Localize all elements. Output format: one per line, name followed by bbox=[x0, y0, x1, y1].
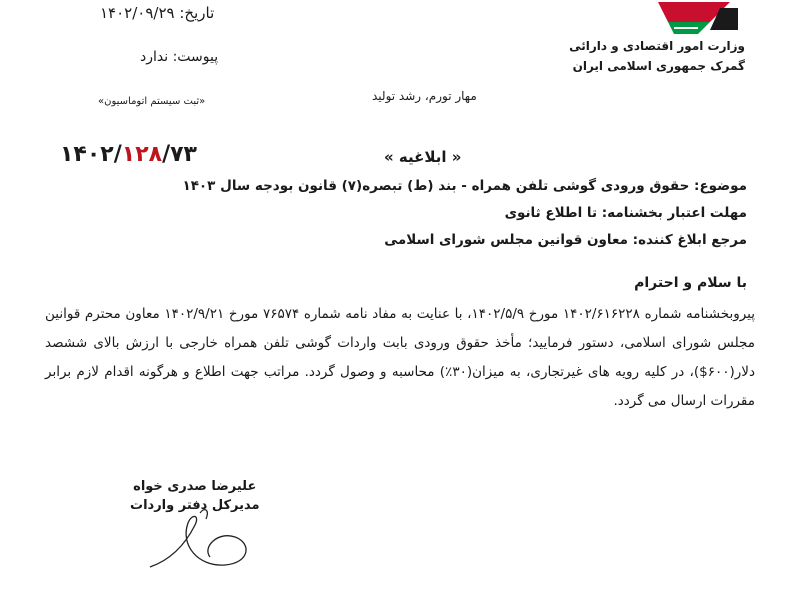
automation-stamp-note: «ثبت سیستم اتوماسیون» bbox=[98, 96, 206, 107]
signer-name: علیرضا صدری خواه bbox=[133, 479, 257, 494]
date-value: ۱۴۰۲/۰۹/۲۹ bbox=[100, 4, 175, 22]
organization-header bbox=[569, 36, 745, 76]
org-line-ministry: وزارت امور اقتصادی و دارائی bbox=[569, 39, 745, 53]
date-label: تاریخ: bbox=[179, 4, 215, 22]
validity-line: مهلت اعتبار بخشنامه: تا اطلاع ثانوی bbox=[504, 205, 747, 221]
slogan-text: مهار تورم، رشد تولید bbox=[372, 89, 477, 103]
letter-number-year: ۱۴۰۲ bbox=[60, 142, 114, 167]
authority-line: مرجع ابلاغ کننده: معاون قوانین مجلس شورای اسلامی bbox=[384, 232, 747, 248]
letter-number-serial: ۷۳ bbox=[170, 142, 197, 167]
document-type-title: « ابلاغیه » bbox=[384, 148, 462, 166]
letter-number: ۱۴۰۲/۱۲۸/۷۳ bbox=[60, 142, 197, 167]
greeting: با سلام و احترام bbox=[634, 275, 747, 291]
customs-logo-icon bbox=[650, 0, 742, 40]
letter-body: پیروبخشنامه شماره ۱۴۰۲/۶۱۶۲۲۸ مورخ ۱۴۰۲/۵/۹، با عنایت به مفاد نامه شماره ۷۶۵۷۴ مورخ ۱۴۰۲/۹/۲۱ معاون محترم قوانین مجلس شورای اسلامی، دستور فرمایید؛ مأخذ حقوق ورودی بابت واردات گوشی تلفن همراه خارجی با ارزش بالای ششصد دلار(۶۰۰$)، در کلیه رویه های غیرتجاری، به میزان(۳۰٪) محاسبه و وصول گردد. مراتب جهت اطلاع و هرگونه اقدام لازم برابر مقررات ارسال می گردد. bbox=[45, 306, 756, 409]
attachment-line: پیوست: ندارد bbox=[140, 49, 219, 65]
signature-icon bbox=[140, 505, 260, 575]
letter-number-middle: ۱۲۸ bbox=[121, 142, 163, 167]
date-row bbox=[100, 4, 220, 22]
org-line-customs: گمرک جمهوری اسلامی ایران bbox=[572, 59, 745, 73]
subject-line: موضوع: حقوق ورودی گوشی تلفن همراه - بند (ط) تبصره(۷) قانون بودجه سال ۱۴۰۳ bbox=[182, 178, 747, 194]
signer-title: مدیرکل دفتر واردات bbox=[130, 498, 260, 513]
